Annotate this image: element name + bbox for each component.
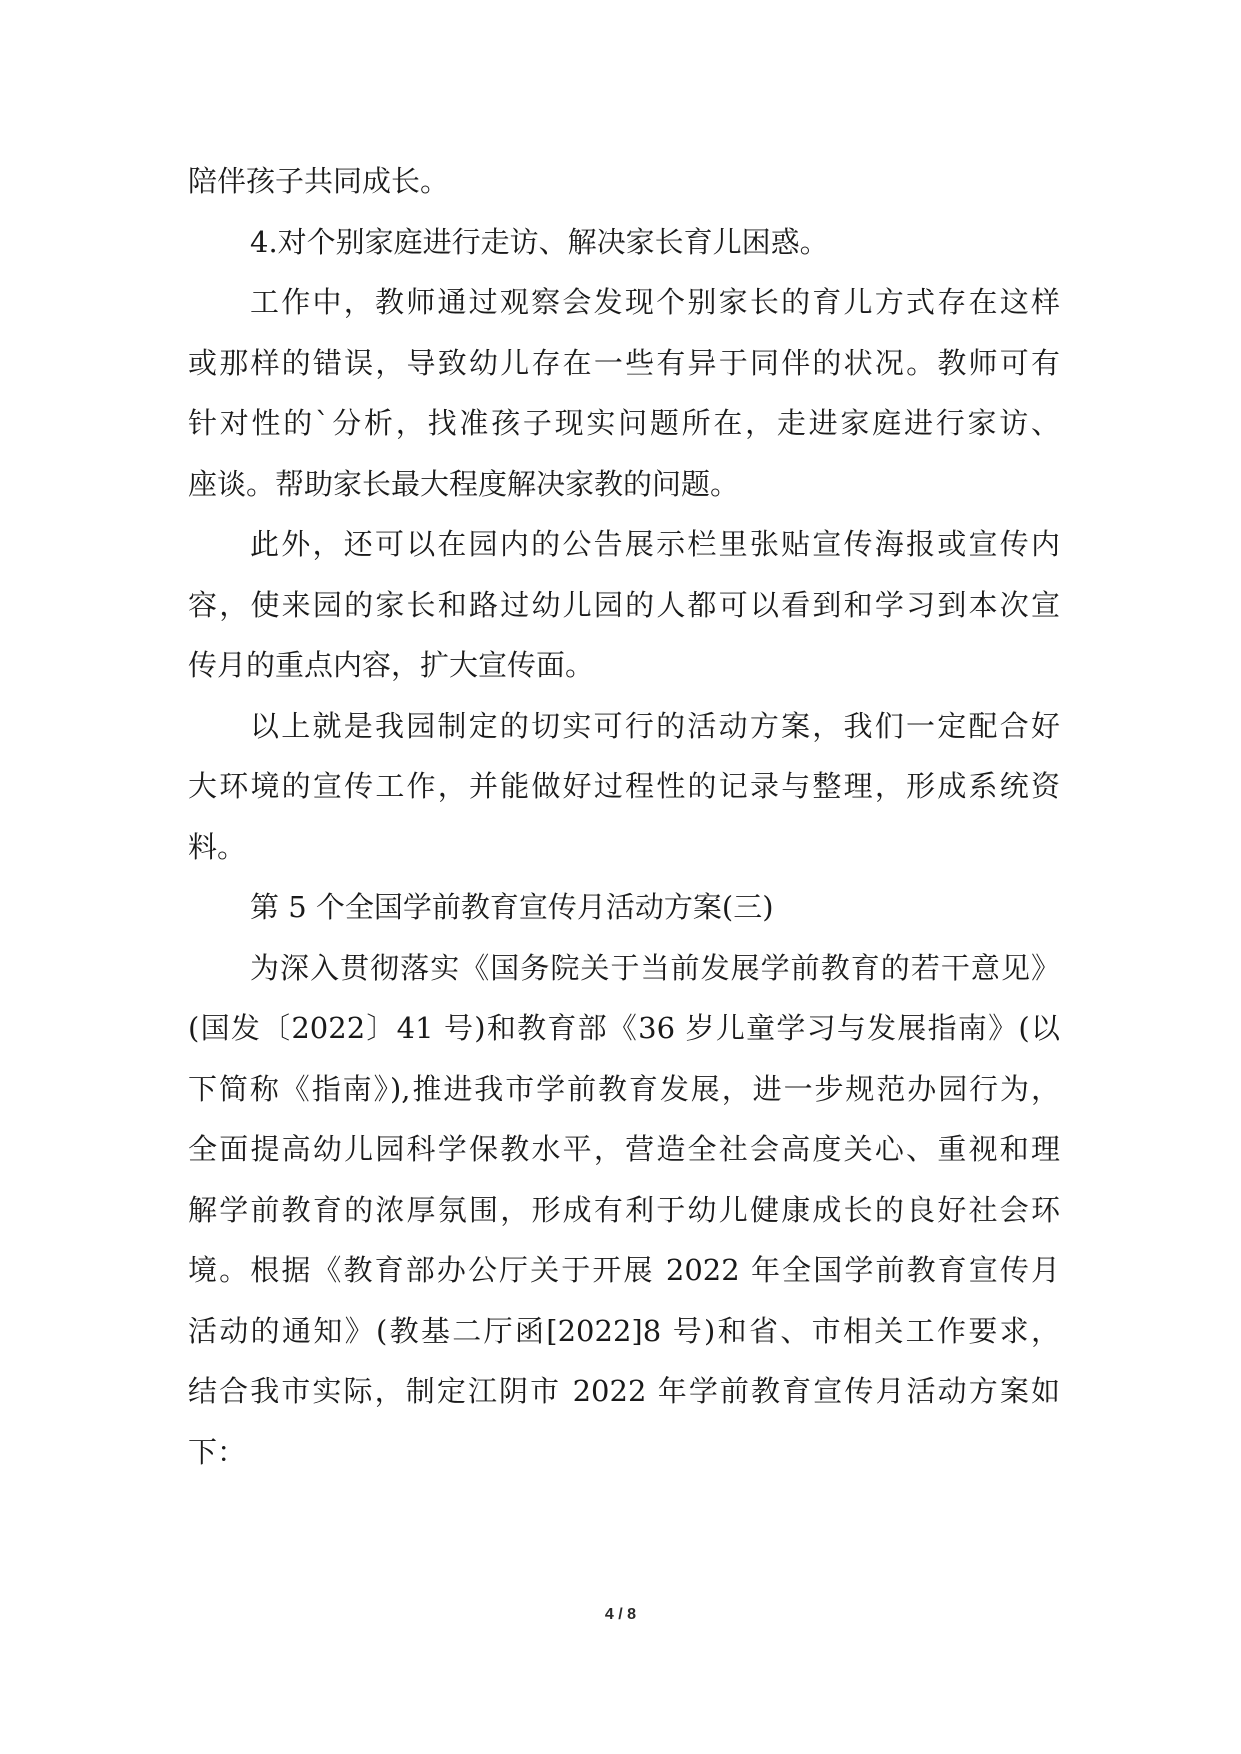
text-line: 大环境的宣传工作，并能做好过程性的记录与整理，形成系统资 <box>188 769 1060 803</box>
text-line: 以上就是我园制定的切实可行的活动方案，我们一定配合好 <box>250 708 1060 743</box>
text-line: 传月的重点内容，扩大宣传面。 <box>188 648 595 682</box>
section-heading: 第 5 个全国学前教育宣传月活动方案(三) <box>250 890 774 924</box>
text-line: 针对性的`分析，找准孩子现实问题所在，走进家庭进行家访、 <box>188 406 1060 440</box>
text-line: 料。 <box>188 829 247 864</box>
text-line: 下简称《指南》),推进我市学前教育发展，进一步规范办园行为， <box>188 1071 1060 1106</box>
text-line: 工作中，教师通过观察会发现个别家长的育儿方式存在这样 <box>250 285 1060 319</box>
text-line: (国发〔2022〕41 号)和教育部《36 岁儿童学习与发展指南》(以 <box>188 1011 1060 1045</box>
text-line: 或那样的错误，导致幼儿存在一些有异于同伴的状况。教师可有 <box>188 345 1060 380</box>
text-line: 境。根据《教育部办公厅关于开展 2022 年全国学前教育宣传月 <box>188 1253 1060 1287</box>
text-line: 下： <box>188 1434 247 1469</box>
text-line: 座谈。帮助家长最大程度解决家教的问题。 <box>188 466 740 501</box>
text-line: 4.对个别家庭进行走访、解决家长育儿困惑。 <box>250 224 829 259</box>
text-line: 容，使来园的家长和路过幼儿园的人都可以看到和学习到本次宣 <box>188 587 1060 622</box>
document-body <box>188 151 1060 1482</box>
text-line: 此外，还可以在园内的公告展示栏里张贴宣传海报或宣传内 <box>250 527 1060 561</box>
text-line: 解学前教育的浓厚氛围，形成有利于幼儿健康成长的良好社会环 <box>188 1192 1060 1227</box>
text-line: 结合我市实际，制定江阴市 2022 年学前教育宣传月活动方案如 <box>188 1374 1060 1408</box>
text-line: 陪伴孩子共同成长。 <box>188 164 450 198</box>
text-line: 为深入贯彻落实《国务院关于当前发展学前教育的若干意见》 <box>250 950 1060 985</box>
page-number: 4 / 8 <box>604 1606 637 1623</box>
text-line: 活动的通知》(教基二厅函[2022]8 号)和省、市相关工作要求， <box>188 1313 1060 1348</box>
text-line: 全面提高幼儿园科学保教水平，营造全社会高度关心、重视和理 <box>188 1132 1060 1166</box>
